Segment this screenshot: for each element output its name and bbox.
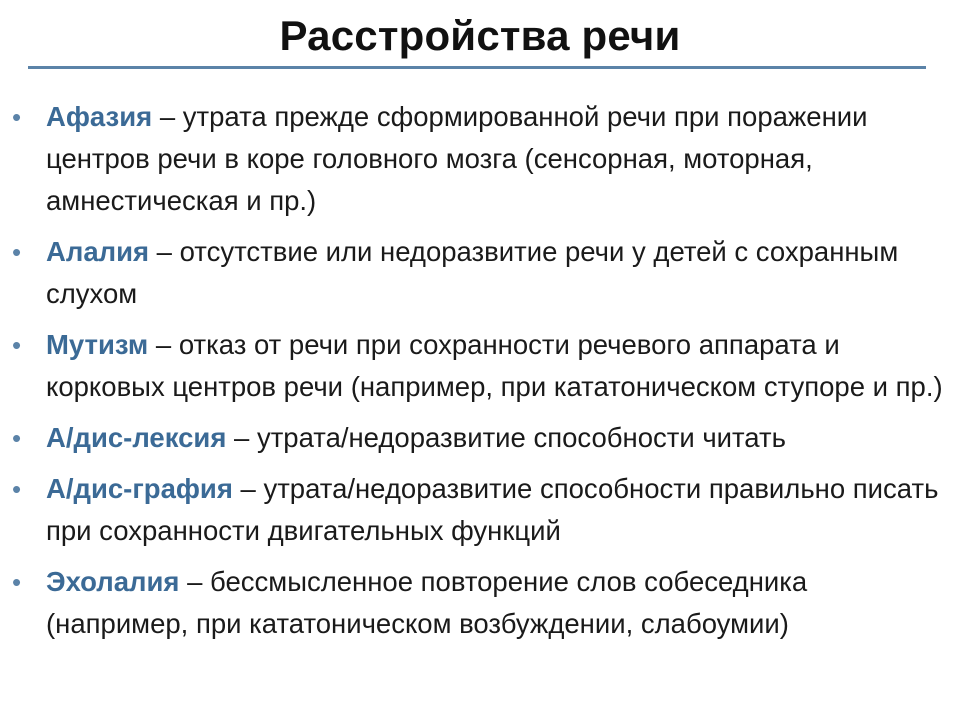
list-item-dysgraphia xyxy=(10,468,950,552)
term-label: Афазия xyxy=(46,101,153,132)
term-definition: – отказ от речи при сохранности речевого аппарата и корковых центров речи (например, при кататоническом ступоре и пр.) xyxy=(46,329,943,402)
bullet-icon: • xyxy=(12,423,22,453)
term-label: Эхолалия xyxy=(46,566,180,597)
term-definition: – утрата/недоразвитие способности читать xyxy=(226,422,786,453)
term-definition: – отсутствие или недоразвитие речи у детей с сохранным слухом xyxy=(46,236,899,309)
bullet-icon: • xyxy=(12,567,22,597)
title-divider xyxy=(28,66,926,69)
bullet-list xyxy=(10,96,950,654)
bullet-icon: • xyxy=(12,237,22,267)
list-item-alalia xyxy=(10,231,950,315)
term-label: А/дис-лексия xyxy=(46,422,227,453)
bullet-icon: • xyxy=(12,330,22,360)
list-item-mutism xyxy=(10,324,950,408)
term-definition: – утрата/недоразвитие способности правильно писать при сохранности двигательных функций xyxy=(46,473,939,546)
bullet-icon: • xyxy=(12,102,22,132)
term-definition: – бессмысленное повторение слов собеседника (например, при кататоническом возбуждении, слабоумии) xyxy=(46,566,808,639)
term-label: Алалия xyxy=(46,236,150,267)
bullet-icon: • xyxy=(12,474,22,504)
list-item-echolalia xyxy=(10,561,950,645)
term-label: Мутизм xyxy=(46,329,149,360)
list-item-aphasia xyxy=(10,96,950,222)
term-definition: – утрата прежде сформированной речи при поражении центров речи в коре головного мозга (сенсорная, моторная, амнестическая и пр.) xyxy=(46,101,868,216)
list-item-dyslexia xyxy=(10,417,950,459)
term-label: А/дис-графия xyxy=(46,473,233,504)
slide-title: Расстройства речи xyxy=(279,12,681,59)
